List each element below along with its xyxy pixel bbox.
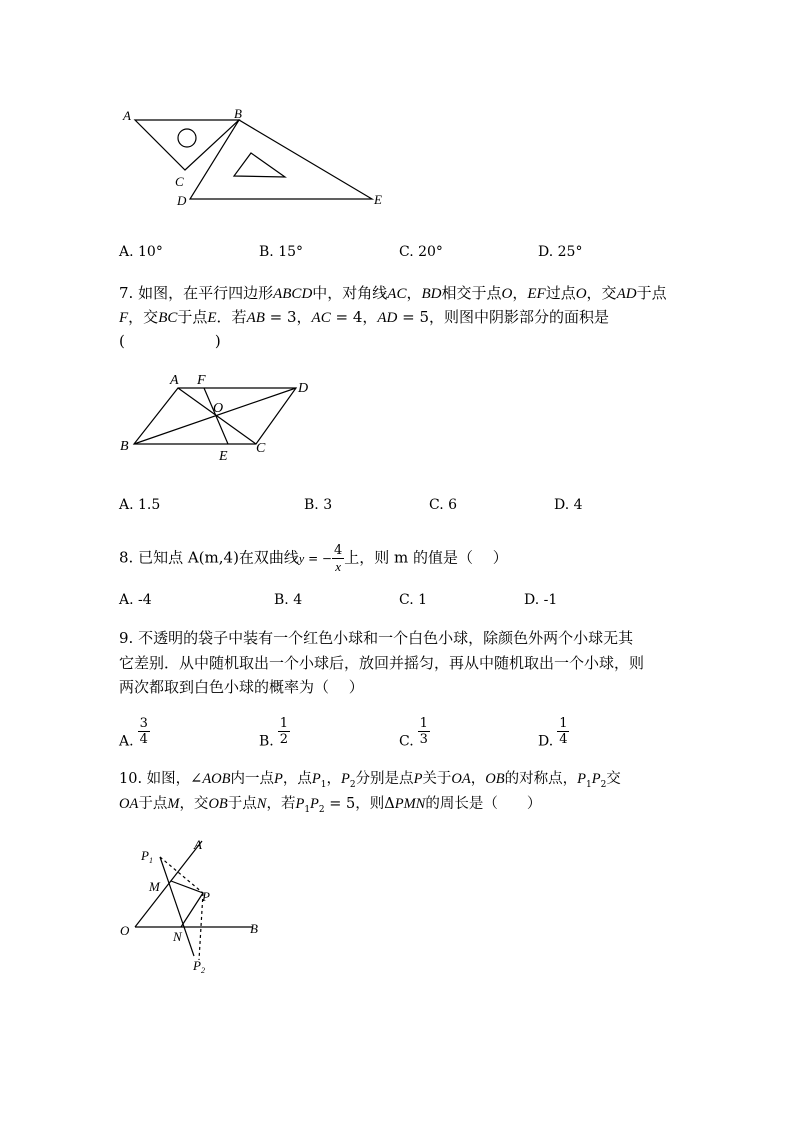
q10-fig-label-p2: $P_2$ <box>193 958 205 975</box>
fig1-label-e: E <box>374 192 382 207</box>
fig1-label-a: A <box>123 108 131 123</box>
q8-option-d: D. -1 <box>524 592 558 608</box>
q7-option-a: A. 1.5 <box>119 497 161 513</box>
q7-fig-label-d: D <box>298 381 309 396</box>
q10-fig-label-o: O <box>120 923 130 938</box>
q10-fig-label-b: B <box>250 921 258 936</box>
q7-fig-label-b: B <box>120 439 129 454</box>
fig1-label-c: C <box>175 174 184 189</box>
q7-line-2: F，交BC于点E．若AB = 3，AC = 4，AD = 5，则图中阴影部分的面积是 <box>119 308 610 326</box>
q7-fig-label-c: C <box>256 441 266 456</box>
q6-option-b: B. 15° <box>259 244 304 260</box>
figure-angle-symmetry <box>115 836 275 978</box>
q10-fig-label-a: A <box>194 837 202 852</box>
q7-line-1: 7. 如图，在平行四边形ABCD中，对角线AC，BD相交于点O，EF过点O，交AD于点 <box>119 284 667 302</box>
q7-option-d: D. 4 <box>554 497 583 513</box>
q6-option-d: D. 25° <box>538 244 583 260</box>
fig1-label-d: D <box>177 193 187 208</box>
q8-option-c: C. 1 <box>399 592 428 608</box>
q7-fig-label-o: O <box>213 401 224 416</box>
q6-option-c: C. 20° <box>399 244 443 260</box>
q10-line-1: 10. 如图，∠AOB内一点P，点$P_1$，$P_2$分别是点P关于OA，OB的对称点，$P_1P_2$交 <box>119 771 621 790</box>
q9-line-1: 9. 不透明的袋子中装有一个红色小球和一个白色小球，除颜色外两个小球无其 <box>119 629 634 647</box>
fig1-label-b: B <box>234 106 242 121</box>
q10-line-2: OA于点M，交OB于点N，若$P_1P_2 = 5$，则ΔPMN的周长是（ ） <box>119 796 542 815</box>
q9-option-c: C. $\frac{1}{3}$ <box>399 716 428 750</box>
q10-fig-label-n: N <box>173 929 182 944</box>
q9-line-2: 它差别．从中随机取出一个小球后，放回并摇匀，再从中随机取出一个小球，则 <box>119 654 645 672</box>
q10-fig-label-p: P <box>202 889 210 904</box>
figure-set-squares <box>115 100 405 212</box>
q8-option-a: A. -4 <box>119 592 152 608</box>
q8-option-b: B. 4 <box>274 592 303 608</box>
q9-option-d: D. $\frac{1}{4}$ <box>538 716 568 750</box>
q7-fig-label-e: E <box>219 449 228 464</box>
q10-fig-label-p1: $P_1$ <box>141 848 153 865</box>
q6-option-a: A. 10° <box>119 244 163 260</box>
q9-option-a: A. $\frac{3}{4}$ <box>119 716 148 750</box>
q7-option-c: C. 6 <box>429 497 458 513</box>
q9-option-b: B. $\frac{1}{2}$ <box>259 716 289 750</box>
figure-parallelogram <box>115 368 325 466</box>
q7-fig-label-f: F <box>197 373 206 388</box>
q7-fig-label-a: A <box>170 373 179 388</box>
q8-question: 8. 已知点 A(m,4)在双曲线y = − $\frac{4}{x}$ 上，则 m 的值是（ ） <box>119 543 508 574</box>
q10-fig-label-m: M <box>149 879 160 894</box>
q9-line-3: 两次都取到白色小球的概率为（ ） <box>119 678 364 696</box>
q7-option-b: B. 3 <box>304 497 333 513</box>
q7-answer-blank: ( ) <box>119 332 221 350</box>
